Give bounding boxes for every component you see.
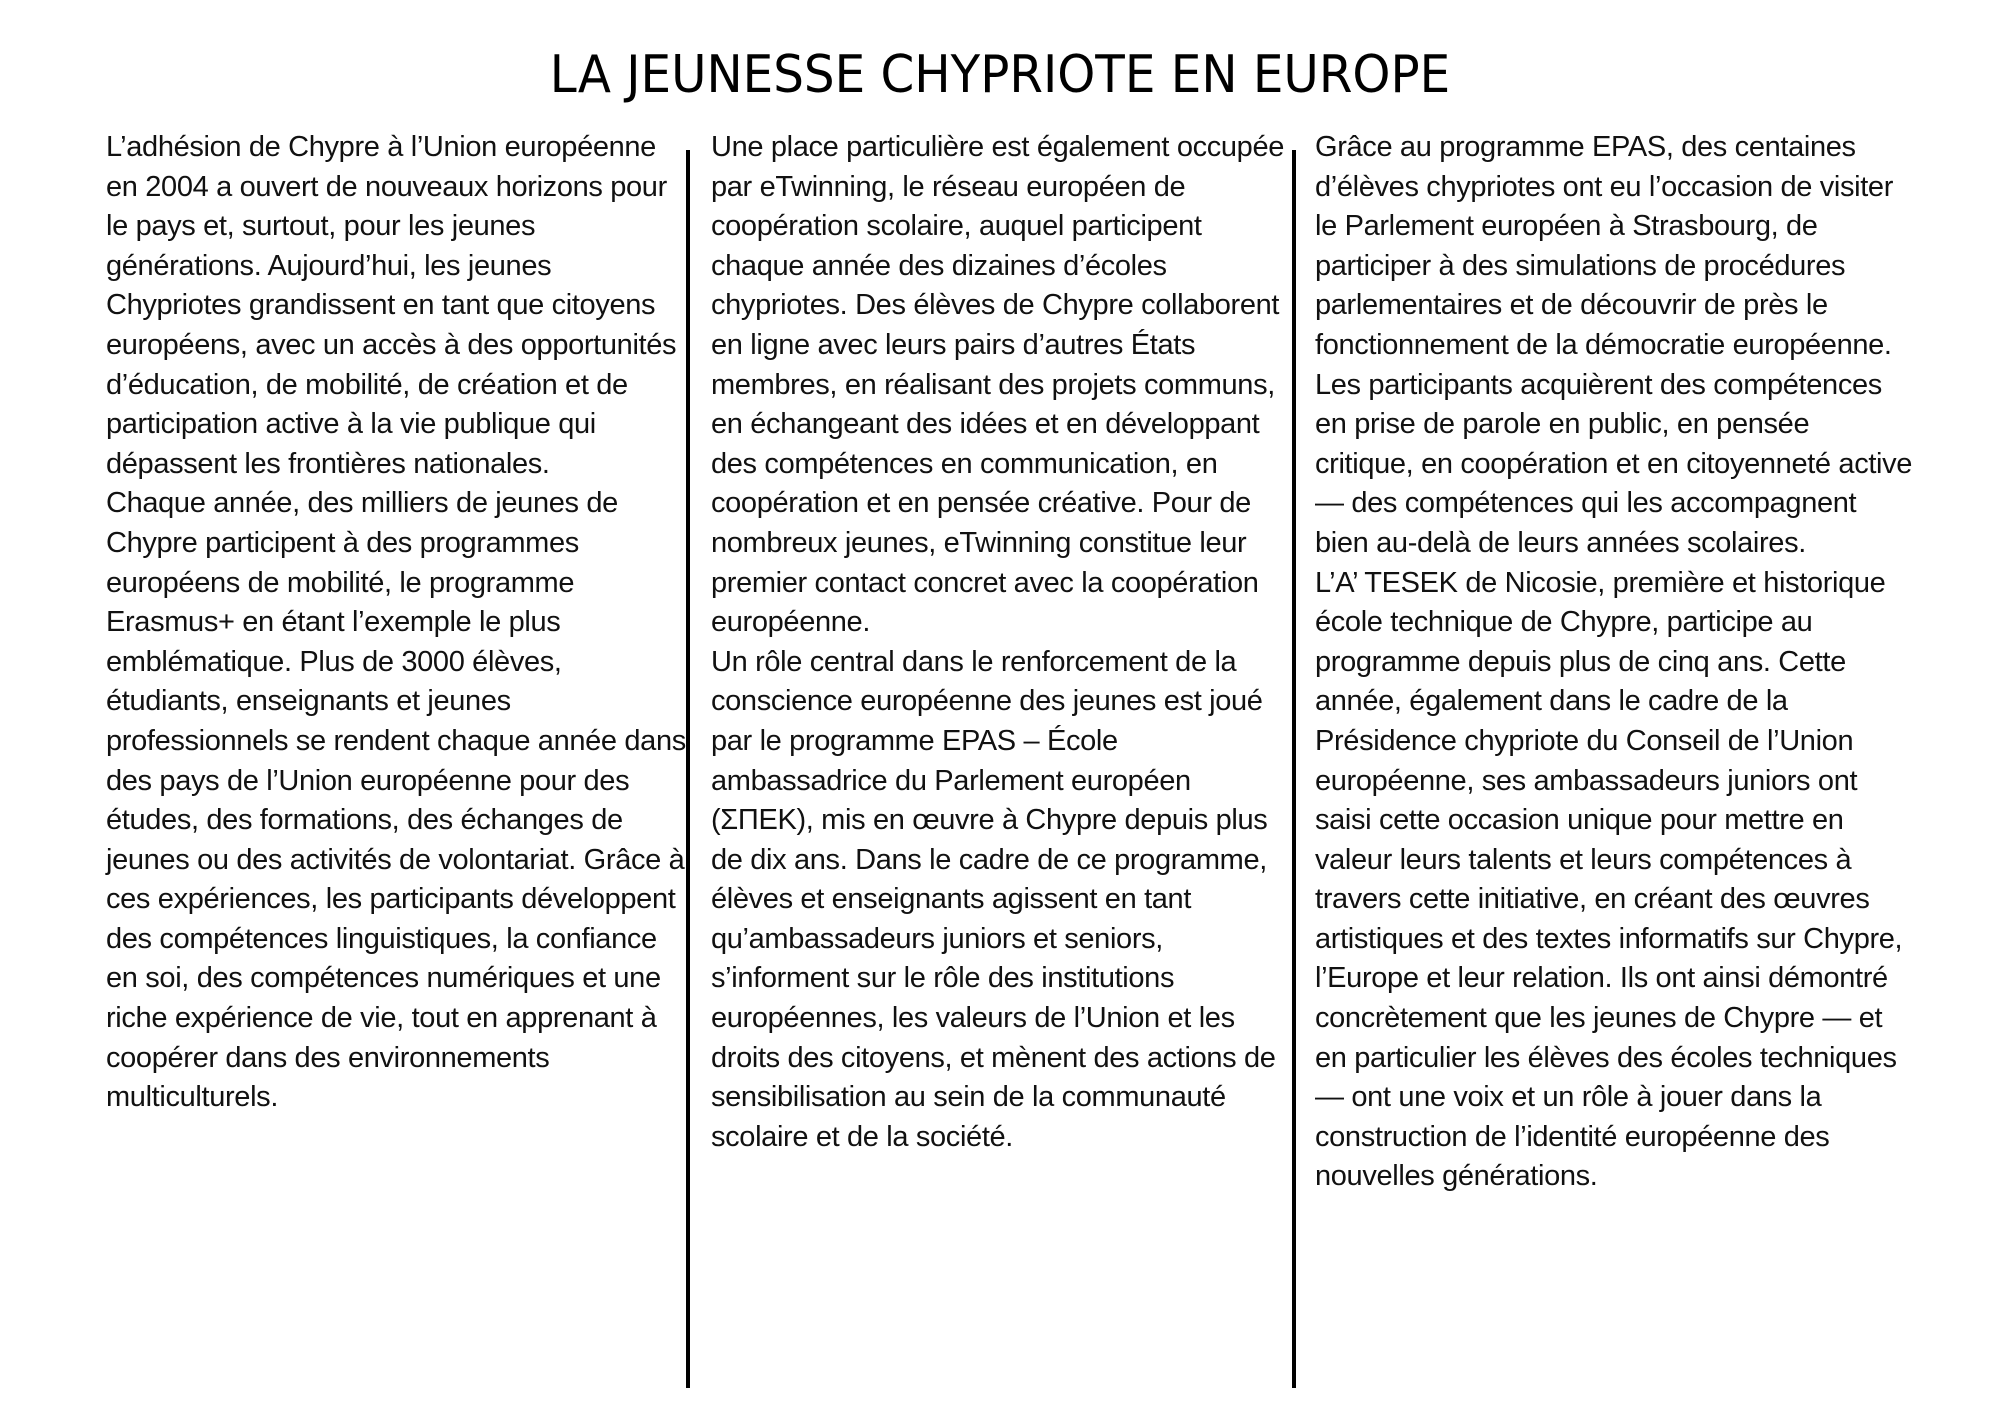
- page-title: LA JEUNESSE CHYPRIOTE EN EUROPE: [549, 45, 1451, 105]
- article-column-3: [1315, 128, 1915, 1197]
- article-column-2: [711, 128, 1296, 1157]
- paragraph-erasmus-mobility: Chaque année, des milliers de jeunes de Chypre participent à des programmes européens de mobilité, le programme Erasmus+ en étant l’exemple le plus emblématique. Plus de 3000 élèves, étudiants, enseignants et jeunes professionnels se rendent chaque année dans des pays de l’Union européenne pour des études, des formations, des échanges de jeunes ou des activités de volontariat. Grâce à ces expériences, les participants développent des compétences linguistiques, la confiance en soi, des compétences numériques et une riche expérience de vie, tout en apprenant à coopérer dans des environnements multiculturels.: [106, 487, 686, 1114]
- article-column-1: [106, 128, 686, 1118]
- paragraph-etwinning: Une place particulière est également occupée par eTwinning, le réseau européen de coopération scolaire, auquel participent chaque année des dizaines d’écoles chypriotes. Des élèves de Chypre collaborent en ligne avec leurs pairs d’autres États membres, en réalisant des projets communs, en échangeant des idées et en développant des compétences en communication, en coopération et en pensée créative. Pour de nombreux jeunes, eTwinning constitue leur premier contact concret avec la coopération européenne.: [711, 131, 1285, 639]
- paragraph-epas-programme: Un rôle central dans le renforcement de la conscience européenne des jeunes est joué par le programme EPAS – École ambassadrice du Parlement européen (ΣΠΕΚ), mis en œuvre à Chypre depuis plus de dix ans. Dans le cadre de ce programme, élèves et enseignants agissent en tant qu’ambassadeurs juniors et seniors, s’informent sur le rôle des institutions européennes, les valeurs de l’Union et les droits des citoyens, et mènent des actions de sensibilisation au sein de la communauté scolaire et de la société.: [711, 645, 1276, 1153]
- column-divider: [686, 150, 690, 1388]
- paragraph-epas-strasbourg: Grâce au programme EPAS, des centaines d’élèves chypriotes ont eu l’occasion de visiter le Parlement européen à Strasbourg, de participer à des simulations de procédures parlementaires et de découvrir de près le fonctionnement de la démocratie européenne. Les participants acquièrent des compétences en prise de parole en public, en pensée critique, en coopération et en citoyenneté active — des compétences qui les accompagnent bien au-delà de leurs années scolaires.: [1315, 131, 1913, 559]
- column-divider: [1292, 150, 1296, 1388]
- paragraph-eu-accession: L’adhésion de Chypre à l’Union européenne en 2004 a ouvert de nouveaux horizons pour le pays et, surtout, pour les jeunes générations. Aujourd’hui, les jeunes Chypriotes grandissent en tant que citoyens européens, avec un accès à des opportunités d’éducation, de mobilité, de création et de participation active à la vie publique qui dépassent les frontières nationales.: [106, 131, 677, 480]
- paragraph-tesek-nicosia: L’A’ TESEK de Nicosie, première et historique école technique de Chypre, participe au programme depuis plus de cinq ans. Cette année, également dans le cadre de la Présidence chypriote du Conseil de l’Union européenne, ses ambassadeurs juniors ont saisi cette occasion unique pour mettre en valeur leurs talents et leurs compétences à travers cette initiative, en créant des œuvres artistiques et des textes informatifs sur Chypre, l’Europe et leur relation. Ils ont ainsi démontré concrètement que les jeunes de Chypre — et en particulier les élèves des écoles techniques — ont une voix et un rôle à jouer dans la construction de l’identité européenne des nouvelles générations.: [1315, 566, 1903, 1193]
